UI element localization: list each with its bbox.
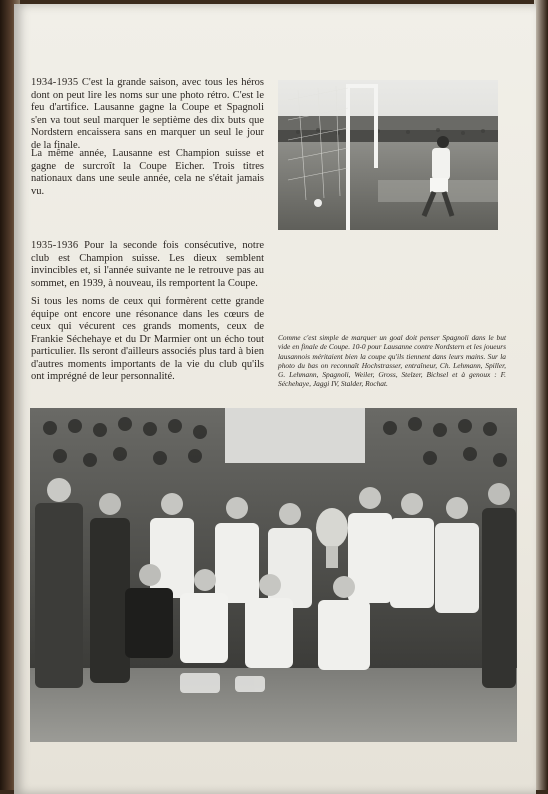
paragraph-text: C'est la grande saison, avec tous les héros dont on peut lire les noms sur une photo rétro. C'est le feu d'artifice. Lausanne gagne la Coupe et Spagnoli s'en va tout seul marquer le septième des dix buts que Nordstern encaissera sans en marquer un seul le jour de la finale.: [31, 77, 264, 151]
team-photo-illustration: [30, 408, 517, 742]
goal-scene-illustration: [278, 80, 498, 230]
year-heading-1935-1936: 1935-1936: [31, 240, 79, 251]
photo-caption: Comme c'est simple de marquer un goal doit penser Spagnoli dans le but vide en finale de Coupe. 10-0 pour Lausanne contre Nordstern et les joueurs lausannois méritaient bien la coupe qu'ils tiennent dans leurs mains. Sur la photo du bas on reconnaît Hochstrasser, entraîneur, Ch. Lehmann, Spiller, G. Lehmann, Spagnoli, Weiler, Gross, Stelzer, Bichsel et à genoux : F. Séchehaye, Jaggi IV, Stalder, Rochat.: [278, 333, 506, 389]
paragraph-same-year: [31, 148, 264, 198]
page-edge: [534, 0, 548, 790]
paragraph-1935-1936: [31, 240, 264, 290]
paragraph-text: La même année, Lausanne est Champion suisse et gagne de surcroît la Coupe Eicher. Trois titres nationaux dans une seule année, cela ne s'était jamais vu.: [31, 148, 264, 197]
paragraph-text: Pour la seconde fois consécutive, notre club est Champion suisse. Les dieux semblent invincibles et, si l'année suivante ne le retrouve pas au sommet, en 1939, à nouveau, ils remportent la Coupe.: [31, 240, 264, 289]
ball: [314, 199, 322, 207]
team-photo: [30, 408, 517, 742]
paragraph-1934-1935: [31, 77, 264, 152]
year-heading-1934-1935: 1934-1935: [31, 77, 79, 88]
paragraph-great-team: [31, 296, 264, 384]
goal-scene-photo: [278, 80, 498, 230]
paragraph-text: Si tous les noms de ceux qui formèrent cette grande équipe ont encore une résonance dans les cœurs de ceux qui vécurent ces grands moments, ceux de Frankie Séchehaye et du Dr Marmier ont un écho tout particulier. Ils seront d'ailleurs associés plus tard à bien d'autres moments importants de la vie du club qu'ils ont imprégné de leur personnalité.: [31, 296, 264, 382]
